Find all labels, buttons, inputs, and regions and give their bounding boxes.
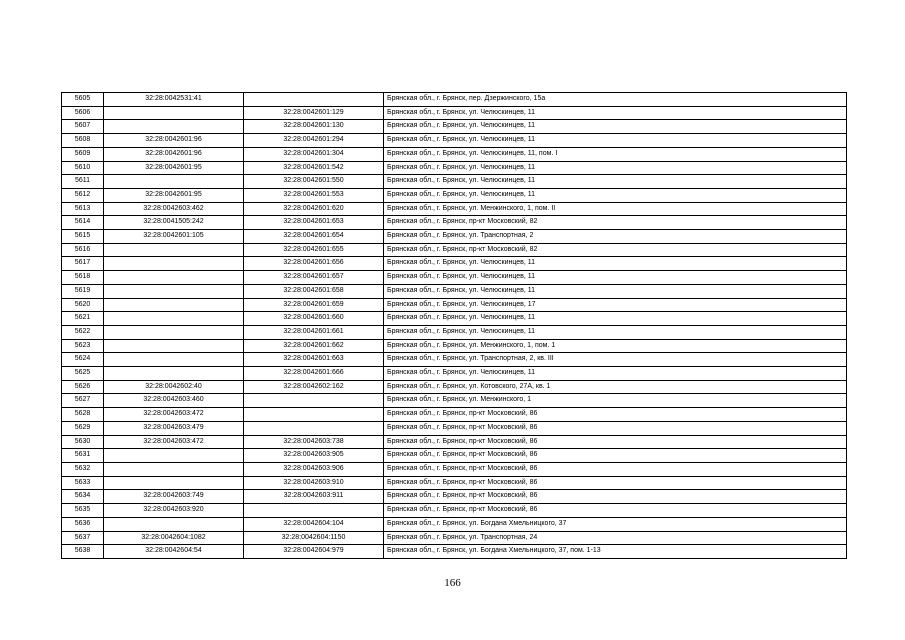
building-cadastral-number-cell <box>244 421 384 435</box>
land-cadastral-number-cell: 32:28:0042603:460 <box>104 394 244 408</box>
building-cadastral-number-cell: 32:28:0042601:662 <box>244 339 384 353</box>
row-number-cell: 5606 <box>62 106 104 120</box>
row-number-cell: 5626 <box>62 380 104 394</box>
building-cadastral-number-cell: 32:28:0042601:656 <box>244 257 384 271</box>
row-number-cell: 5615 <box>62 230 104 244</box>
address-cell: Брянская обл., г. Брянск, пр-кт Московский, 82 <box>384 216 847 230</box>
land-cadastral-number-cell <box>104 106 244 120</box>
land-cadastral-number-cell: 32:28:0042602:40 <box>104 380 244 394</box>
address-cell: Брянская обл., г. Брянск, ул. Транспортная, 24 <box>384 531 847 545</box>
address-cell: Брянская обл., г. Брянск, пр-кт Московский, 86 <box>384 435 847 449</box>
row-number-cell: 5613 <box>62 202 104 216</box>
address-cell: Брянская обл., г. Брянск, ул. Челюскинцев, 11 <box>384 175 847 189</box>
row-number-cell: 5609 <box>62 147 104 161</box>
table-row <box>62 517 847 531</box>
land-cadastral-number-cell: 32:28:0042601:105 <box>104 230 244 244</box>
land-cadastral-number-cell: 32:28:0042603:920 <box>104 504 244 518</box>
building-cadastral-number-cell: 32:28:0042603:911 <box>244 490 384 504</box>
table-row <box>62 120 847 134</box>
address-cell: Брянская обл., г. Брянск, ул. Менжинского, 1, пом. 1 <box>384 339 847 353</box>
property-register-table <box>61 92 847 559</box>
row-number-cell: 5605 <box>62 93 104 107</box>
address-cell: Брянская обл., г. Брянск, ул. Менжинского, 1 <box>384 394 847 408</box>
land-cadastral-number-cell: 32:28:0042531:41 <box>104 93 244 107</box>
building-cadastral-number-cell <box>244 504 384 518</box>
address-cell: Брянская обл., г. Брянск, ул. Челюскинцев, 17 <box>384 298 847 312</box>
building-cadastral-number-cell: 32:28:0042604:979 <box>244 545 384 559</box>
address-cell: Брянская обл., г. Брянск, ул. Челюскинцев, 11 <box>384 106 847 120</box>
building-cadastral-number-cell <box>244 394 384 408</box>
land-cadastral-number-cell: 32:28:0042603:479 <box>104 421 244 435</box>
land-cadastral-number-cell: 32:28:0042601:96 <box>104 134 244 148</box>
address-cell: Брянская обл., г. Брянск, ул. Челюскинцев, 11 <box>384 284 847 298</box>
row-number-cell: 5623 <box>62 339 104 353</box>
land-cadastral-number-cell <box>104 120 244 134</box>
building-cadastral-number-cell: 32:28:0042601:130 <box>244 120 384 134</box>
building-cadastral-number-cell: 32:28:0042601:661 <box>244 325 384 339</box>
land-cadastral-number-cell <box>104 325 244 339</box>
row-number-cell: 5637 <box>62 531 104 545</box>
land-cadastral-number-cell <box>104 353 244 367</box>
land-cadastral-number-cell: 32:28:0042603:472 <box>104 408 244 422</box>
building-cadastral-number-cell: 32:28:0042603:738 <box>244 435 384 449</box>
table-row <box>62 545 847 559</box>
table-body <box>62 93 847 559</box>
row-number-cell: 5619 <box>62 284 104 298</box>
table-row <box>62 476 847 490</box>
row-number-cell: 5617 <box>62 257 104 271</box>
table-row <box>62 325 847 339</box>
building-cadastral-number-cell: 32:28:0042603:910 <box>244 476 384 490</box>
building-cadastral-number-cell <box>244 408 384 422</box>
table-row <box>62 93 847 107</box>
table-row <box>62 531 847 545</box>
address-cell: Брянская обл., г. Брянск, ул. Челюскинцев, 11 <box>384 271 847 285</box>
building-cadastral-number-cell <box>244 93 384 107</box>
table-row <box>62 367 847 381</box>
table-row <box>62 421 847 435</box>
table-row <box>62 435 847 449</box>
row-number-cell: 5624 <box>62 353 104 367</box>
address-cell: Брянская обл., г. Брянск, ул. Челюскинцев, 11 <box>384 134 847 148</box>
row-number-cell: 5621 <box>62 312 104 326</box>
row-number-cell: 5633 <box>62 476 104 490</box>
table-row <box>62 490 847 504</box>
land-cadastral-number-cell: 32:28:0042603:472 <box>104 435 244 449</box>
table-row <box>62 339 847 353</box>
address-cell: Брянская обл., г. Брянск, пр-кт Московский, 86 <box>384 476 847 490</box>
address-cell: Брянская обл., г. Брянск, пр-кт Московский, 86 <box>384 504 847 518</box>
land-cadastral-number-cell <box>104 339 244 353</box>
building-cadastral-number-cell: 32:28:0042601:304 <box>244 147 384 161</box>
building-cadastral-number-cell: 32:28:0042601:550 <box>244 175 384 189</box>
row-number-cell: 5630 <box>62 435 104 449</box>
page-number: 166 <box>444 577 461 589</box>
table-row <box>62 257 847 271</box>
building-cadastral-number-cell: 32:28:0042601:666 <box>244 367 384 381</box>
address-cell: Брянская обл., г. Брянск, ул. Транспортная, 2, кв. III <box>384 353 847 367</box>
address-cell: Брянская обл., г. Брянск, ул. Челюскинцев, 11 <box>384 120 847 134</box>
land-cadastral-number-cell <box>104 462 244 476</box>
table-row <box>62 408 847 422</box>
table-row <box>62 462 847 476</box>
building-cadastral-number-cell: 32:28:0042601:653 <box>244 216 384 230</box>
table-row <box>62 394 847 408</box>
table-row <box>62 161 847 175</box>
row-number-cell: 5638 <box>62 545 104 559</box>
address-cell: Брянская обл., г. Брянск, пр-кт Московский, 82 <box>384 243 847 257</box>
row-number-cell: 5616 <box>62 243 104 257</box>
row-number-cell: 5627 <box>62 394 104 408</box>
table-row <box>62 230 847 244</box>
row-number-cell: 5607 <box>62 120 104 134</box>
land-cadastral-number-cell <box>104 476 244 490</box>
land-cadastral-number-cell <box>104 449 244 463</box>
row-number-cell: 5611 <box>62 175 104 189</box>
building-cadastral-number-cell: 32:28:0042601:663 <box>244 353 384 367</box>
row-number-cell: 5612 <box>62 188 104 202</box>
table-row <box>62 271 847 285</box>
address-cell: Брянская обл., г. Брянск, ул. Транспортная, 2 <box>384 230 847 244</box>
land-cadastral-number-cell <box>104 271 244 285</box>
table-row <box>62 284 847 298</box>
row-number-cell: 5635 <box>62 504 104 518</box>
land-cadastral-number-cell <box>104 257 244 271</box>
row-number-cell: 5636 <box>62 517 104 531</box>
land-cadastral-number-cell <box>104 312 244 326</box>
table-row <box>62 106 847 120</box>
building-cadastral-number-cell: 32:28:0042603:906 <box>244 462 384 476</box>
land-cadastral-number-cell: 32:28:0042604:1082 <box>104 531 244 545</box>
address-cell: Брянская обл., г. Брянск, ул. Челюскинцев, 11 <box>384 325 847 339</box>
address-cell: Брянская обл., г. Брянск, пр-кт Московский, 86 <box>384 449 847 463</box>
table-row <box>62 147 847 161</box>
row-number-cell: 5631 <box>62 449 104 463</box>
address-cell: Брянская обл., г. Брянск, ул. Челюскинцев, 11, пом. I <box>384 147 847 161</box>
land-cadastral-number-cell: 32:28:0042603:749 <box>104 490 244 504</box>
table-row <box>62 353 847 367</box>
building-cadastral-number-cell: 32:28:0042601:542 <box>244 161 384 175</box>
land-cadastral-number-cell: 32:28:0042601:95 <box>104 161 244 175</box>
address-cell: Брянская обл., г. Брянск, ул. Челюскинцев, 11 <box>384 161 847 175</box>
row-number-cell: 5610 <box>62 161 104 175</box>
land-cadastral-number-cell <box>104 298 244 312</box>
table-row <box>62 188 847 202</box>
table-row <box>62 216 847 230</box>
table-row <box>62 175 847 189</box>
land-cadastral-number-cell: 32:28:0042603:462 <box>104 202 244 216</box>
table-row <box>62 312 847 326</box>
address-cell: Брянская обл., г. Брянск, ул. Челюскинцев, 11 <box>384 312 847 326</box>
building-cadastral-number-cell: 32:28:0042601:654 <box>244 230 384 244</box>
building-cadastral-number-cell: 32:28:0042601:658 <box>244 284 384 298</box>
land-cadastral-number-cell <box>104 367 244 381</box>
land-cadastral-number-cell <box>104 175 244 189</box>
row-number-cell: 5620 <box>62 298 104 312</box>
land-cadastral-number-cell: 32:28:0042601:96 <box>104 147 244 161</box>
table-row <box>62 202 847 216</box>
table-row <box>62 449 847 463</box>
row-number-cell: 5622 <box>62 325 104 339</box>
table-row <box>62 380 847 394</box>
address-cell: Брянская обл., г. Брянск, пр-кт Московский, 86 <box>384 421 847 435</box>
address-cell: Брянская обл., г. Брянск, ул. Челюскинцев, 11 <box>384 257 847 271</box>
building-cadastral-number-cell: 32:28:0042601:657 <box>244 271 384 285</box>
building-cadastral-number-cell: 32:28:0042604:1150 <box>244 531 384 545</box>
building-cadastral-number-cell: 32:28:0042601:553 <box>244 188 384 202</box>
address-cell: Брянская обл., г. Брянск, ул. Котовского, 27А, кв. 1 <box>384 380 847 394</box>
building-cadastral-number-cell: 32:28:0042601:660 <box>244 312 384 326</box>
row-number-cell: 5618 <box>62 271 104 285</box>
address-cell: Брянская обл., г. Брянск, пр-кт Московский, 86 <box>384 408 847 422</box>
row-number-cell: 5632 <box>62 462 104 476</box>
land-cadastral-number-cell <box>104 517 244 531</box>
address-cell: Брянская обл., г. Брянск, ул. Челюскинцев, 11 <box>384 367 847 381</box>
land-cadastral-number-cell <box>104 284 244 298</box>
address-cell: Брянская обл., г. Брянск, пер. Дзержинского, 15а <box>384 93 847 107</box>
address-cell: Брянская обл., г. Брянск, ул. Богдана Хмельницкого, 37, пом. 1-13 <box>384 545 847 559</box>
building-cadastral-number-cell: 32:28:0042603:905 <box>244 449 384 463</box>
address-cell: Брянская обл., г. Брянск, ул. Челюскинцев, 11 <box>384 188 847 202</box>
land-cadastral-number-cell <box>104 243 244 257</box>
row-number-cell: 5614 <box>62 216 104 230</box>
address-cell: Брянская обл., г. Брянск, ул. Богдана Хмельницкого, 37 <box>384 517 847 531</box>
address-cell: Брянская обл., г. Брянск, ул. Менжинского, 1, пом. II <box>384 202 847 216</box>
row-number-cell: 5625 <box>62 367 104 381</box>
building-cadastral-number-cell: 32:28:0042601:659 <box>244 298 384 312</box>
table-row <box>62 298 847 312</box>
row-number-cell: 5628 <box>62 408 104 422</box>
table-row <box>62 504 847 518</box>
row-number-cell: 5608 <box>62 134 104 148</box>
table-row <box>62 134 847 148</box>
row-number-cell: 5634 <box>62 490 104 504</box>
building-cadastral-number-cell: 32:28:0042601:129 <box>244 106 384 120</box>
row-number-cell: 5629 <box>62 421 104 435</box>
table-row <box>62 243 847 257</box>
building-cadastral-number-cell: 32:28:0042601:294 <box>244 134 384 148</box>
building-cadastral-number-cell: 32:28:0042602:162 <box>244 380 384 394</box>
building-cadastral-number-cell: 32:28:0042601:620 <box>244 202 384 216</box>
building-cadastral-number-cell: 32:28:0042601:655 <box>244 243 384 257</box>
address-cell: Брянская обл., г. Брянск, пр-кт Московский, 86 <box>384 462 847 476</box>
land-cadastral-number-cell: 32:28:0042601:95 <box>104 188 244 202</box>
property-register-table-container <box>61 92 847 559</box>
land-cadastral-number-cell: 32:28:0041505:242 <box>104 216 244 230</box>
address-cell: Брянская обл., г. Брянск, пр-кт Московский, 86 <box>384 490 847 504</box>
land-cadastral-number-cell: 32:28:0042604:54 <box>104 545 244 559</box>
building-cadastral-number-cell: 32:28:0042604:104 <box>244 517 384 531</box>
